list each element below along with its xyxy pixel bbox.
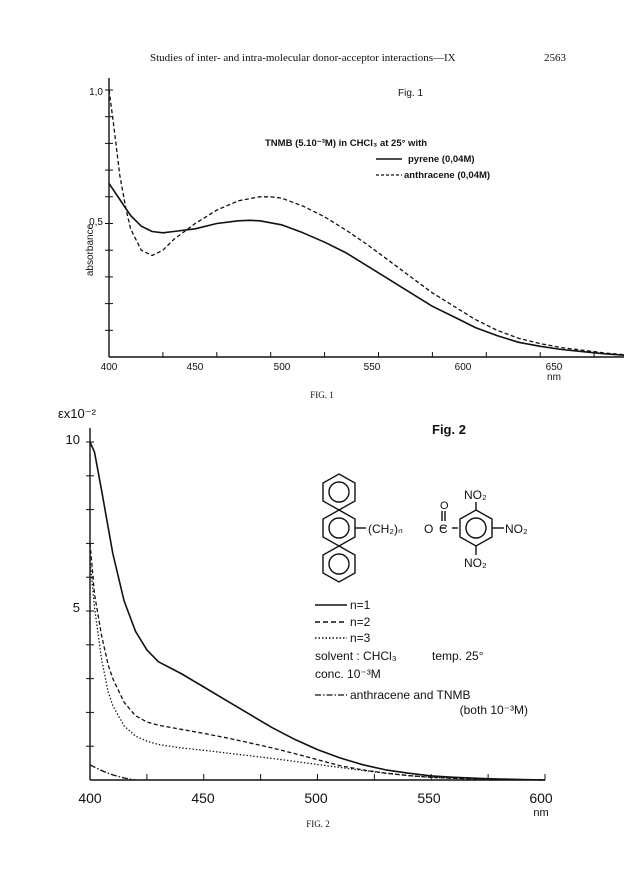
fig1-panel-label: Fig. 1 <box>398 88 424 99</box>
fig2-solvent: solvent : CHCl₃ <box>315 649 397 663</box>
fig2-xtick-label-3: 550 <box>417 790 441 806</box>
fig1-ytick-label-0: 0,5 <box>89 217 103 228</box>
fig1-ytick-label-1: 1,0 <box>89 87 103 98</box>
fig1-xunit: nm <box>547 372 561 383</box>
fig2-xtick-label-1: 450 <box>191 790 215 806</box>
fig2-ylabel: εx10⁻² <box>58 406 96 421</box>
fig1-legend-anthracene: anthracene (0,04M) <box>404 170 491 181</box>
fig1-xtick-label-5: 650 <box>545 362 563 373</box>
anthracene-ring-top-aromatic <box>329 482 349 502</box>
anthracene-ring-bottom <box>323 546 355 582</box>
fig1-series <box>109 90 624 357</box>
fig2-xtick-label-0: 400 <box>78 790 102 806</box>
fig2-xtick-label-4: 600 <box>529 790 553 806</box>
fig1-xtick-label-4: 600 <box>454 362 472 373</box>
fig1-xtick-label-3: 550 <box>363 362 381 373</box>
fig2-xtick-label-2: 500 <box>304 790 328 806</box>
anthracene-ring-middle-aromatic <box>329 518 349 538</box>
fig2-xunit: nm <box>533 807 549 819</box>
fig2-panel-label: Fig. 2 <box>432 422 466 437</box>
molecule-carbonyl-oxygen: O <box>440 500 449 512</box>
fig1-legend-pyrene: pyrene (0,04M) <box>408 154 475 165</box>
fig1-xtick-label-1: 450 <box>186 362 204 373</box>
page-number: 2563 <box>544 52 566 64</box>
fig2-reference-label-2: (both 10⁻³M) <box>459 703 528 717</box>
fig1-series-line-0 <box>109 183 624 357</box>
fig2-series-line-3 <box>90 765 136 780</box>
molecule-nitro-top: NO₂ <box>464 488 487 502</box>
fig1-caption: FIG. 1 <box>310 390 334 400</box>
fig2-caption: FIG. 2 <box>306 819 330 829</box>
fig2-legend-n3: n=3 <box>350 631 371 645</box>
fig1-legend-title: TNMB (5.10⁻³M) in CHCl₃ at 25° with <box>265 138 428 149</box>
fig2-legend-n2: n=2 <box>350 615 371 629</box>
fig2-ytick-label-0: 5 <box>72 600 80 615</box>
figure-2 <box>58 406 553 819</box>
fig2-legend-n1: n=1 <box>350 598 371 612</box>
molecule-ester-oxygen: O <box>424 522 434 536</box>
running-title: Studies of inter- and intra-molecular donor-acceptor interactions—IX <box>150 52 456 64</box>
fig1-xtick-label-0: 400 <box>100 362 118 373</box>
figure-1 <box>85 78 624 383</box>
fig1-ylabel: absorbance <box>85 223 96 277</box>
anthracene-ring-middle <box>323 510 355 546</box>
fig2-ytick-label-1: 10 <box>65 432 80 447</box>
molecule-nitro-bottom: NO₂ <box>464 556 487 570</box>
molecule-carbonyl-c: C <box>439 522 448 536</box>
fig1-tick-marks <box>105 90 624 357</box>
molecule-bridge-label: (CH₂)ₙ <box>368 522 403 536</box>
fig1-series-line-1 <box>109 90 624 357</box>
fig2-concentration: conc. 10⁻³M <box>315 667 381 681</box>
fig1-xtick-label-2: 500 <box>273 362 291 373</box>
trinitrophenyl-ring <box>460 510 492 546</box>
trinitrophenyl-ring-aromatic <box>466 518 486 538</box>
molecule-nitro-right: NO₂ <box>505 522 528 536</box>
anthracene-ring-bottom-aromatic <box>329 554 349 574</box>
fig2-temperature: temp. 25° <box>432 649 484 663</box>
fig2-reference-label-1: anthracene and TNMB <box>350 688 471 702</box>
anthracene-ring-top <box>323 474 355 510</box>
